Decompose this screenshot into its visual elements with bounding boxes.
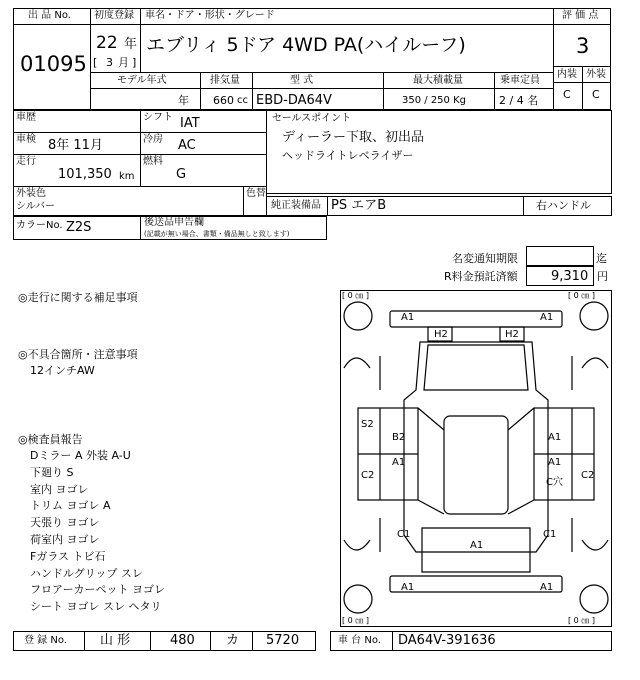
chassis-value: DA64V-391636: [398, 633, 496, 648]
registration-region: 山 形: [100, 633, 131, 648]
shift-value: IAT: [180, 116, 200, 131]
exterior-color-label: 外装色: [16, 188, 46, 199]
bracket-open: [: [93, 56, 98, 69]
inspection-value: 8年 11月: [48, 138, 103, 153]
corner-label-bottom-right: [ 0 ㎝ ]: [568, 616, 595, 625]
displacement-value: 660: [213, 94, 234, 107]
first-registration-month: 3: [106, 56, 113, 69]
report-line: 室内 ヨゴレ: [30, 482, 89, 496]
color-number-label: カラーNo.: [16, 220, 63, 231]
type-code: EBD-DA64V: [256, 93, 332, 108]
damage-mark: B2: [392, 432, 406, 443]
damage-mark: C2: [581, 470, 595, 481]
month-unit: 月: [118, 56, 129, 69]
damage-mark: C2: [361, 470, 375, 481]
grade-value: 3: [576, 34, 590, 58]
mileage-label: 走行: [16, 156, 36, 167]
type-label: 型 式: [290, 75, 314, 86]
first-registration-label: 初度登録: [94, 10, 134, 21]
report-line: 天張り ヨゴレ: [30, 516, 100, 530]
front-wheel-right: [580, 302, 608, 330]
grade-label: 評 価 点: [562, 10, 599, 21]
damage-mark: H2: [505, 329, 519, 340]
model-year-unit: 年: [178, 94, 189, 107]
car-outline-diagram: [340, 290, 612, 627]
first-registration-year: 22: [96, 33, 118, 53]
name-change-unit: 迄: [596, 252, 607, 265]
front-wheel-left: [344, 302, 372, 330]
recycle-fee-label: R料金預託済額: [444, 270, 518, 283]
report-line: Dミラー A 外装 A-U: [30, 449, 131, 462]
name-change-field: [526, 246, 594, 266]
damage-mark: A1: [548, 457, 562, 468]
later-report-note: (記載が無い場合、書類・備品無しと致します): [144, 230, 290, 238]
bracket-close: ]: [132, 56, 137, 69]
fuel-value: G: [176, 167, 187, 182]
chassis-label: 車 台 No.: [338, 635, 381, 646]
interior-label: 内装: [557, 69, 577, 80]
corner-label-bottom-left: [ 0 ㎝ ]: [342, 616, 369, 625]
registration-kana: カ: [226, 633, 240, 648]
report-line: トリム ヨゴレ A: [30, 499, 111, 513]
lot-number-label: 出 品 No.: [28, 10, 71, 21]
sales-point-line-2: ヘッドライトレベライザー: [282, 149, 414, 162]
exterior-grade: C: [592, 88, 600, 101]
damage-mark: S2: [361, 419, 374, 430]
shift-label: シフト: [143, 112, 173, 123]
defects-title: ◎不具合箇所・注意事項: [18, 348, 138, 361]
damage-mark: C穴: [546, 477, 563, 488]
damage-mark: A1: [470, 540, 484, 551]
rear-wheel-left: [344, 585, 372, 613]
year-unit: 年: [124, 37, 138, 52]
registration-class: 480: [170, 633, 195, 648]
damage-mark: A1: [401, 312, 415, 323]
mileage-value: 101,350: [58, 167, 112, 182]
report-line: シート ヨゴレ スレ ヘタリ: [30, 600, 162, 614]
fuel-label: 燃料: [143, 156, 163, 167]
windshield: [424, 345, 528, 390]
car-name-label: 車名・ドア・形状・グレード: [145, 10, 275, 21]
inspector-report-title: ◎検査員報告: [18, 433, 83, 446]
handle-value: 右ハンドル: [536, 199, 591, 212]
later-report-label: 後送品申告欄: [144, 217, 204, 228]
mileage-unit: km: [119, 171, 135, 182]
exterior-color-value: シルバー: [16, 201, 56, 212]
defect-1: 12インチAW: [30, 364, 95, 377]
front-bumper: [390, 311, 562, 327]
equipment-value: PS エアB: [331, 198, 387, 213]
rear-bumper: [390, 576, 562, 592]
damage-mark: A1: [401, 582, 415, 593]
inspection-label: 車検: [16, 134, 36, 145]
capacity-label: 乗車定員: [500, 75, 540, 86]
equipment-label: 純正装備品: [271, 200, 321, 211]
damage-mark: A1: [392, 457, 406, 468]
load-label: 最大積載量: [413, 75, 463, 86]
report-line: 下廻り S: [30, 465, 74, 479]
ac-value: AC: [178, 138, 196, 153]
displacement-label: 排気量: [210, 75, 240, 86]
sales-point-label: セールスポイント: [272, 113, 352, 124]
report-line: 荷室内 ヨゴレ: [30, 533, 100, 546]
driving-notes-title: ◎走行に関する補足事項: [18, 291, 138, 304]
damage-mark: A1: [548, 432, 562, 443]
roof-panel: [444, 416, 508, 514]
corner-label-top-right: [ 0 ㎝ ]: [568, 291, 595, 300]
model-year-label: モデル年式: [117, 75, 167, 86]
report-line: Fガラス トビ石: [30, 549, 106, 563]
registration-label: 登 録 No.: [24, 635, 67, 646]
damage-mark: A1: [540, 312, 554, 323]
color-number-value: Z2S: [66, 220, 92, 235]
rear-wheel-right: [580, 585, 608, 613]
ac-label: 冷房: [143, 134, 163, 145]
report-line: フロアーカーペット ヨゴレ: [30, 583, 165, 597]
report-line: ハンドルグリップ スレ: [30, 566, 143, 580]
displacement-unit: cc: [237, 95, 248, 106]
capacity-value: 2 / 4 名: [499, 94, 539, 107]
sales-point-line-1: ディーラー下取、初出品: [282, 130, 424, 145]
car-name: エブリィ 5ドア 4WD PA(ハイルーフ): [146, 34, 466, 56]
name-change-label: 名変通知期限: [452, 252, 518, 265]
registration-number: 5720: [266, 633, 300, 648]
lot-number: 01095: [20, 52, 87, 76]
load-value: 350 / 250 Kg: [402, 95, 466, 106]
damage-mark: C1: [397, 529, 411, 540]
exterior-label: 外装: [586, 69, 606, 80]
history-label: 車歴: [16, 112, 36, 123]
recycle-fee-value: 9,310: [551, 269, 589, 284]
damage-mark: H2: [434, 329, 448, 340]
interior-grade: C: [563, 88, 571, 101]
corner-label-top-left: [ 0 ㎝ ]: [342, 291, 369, 300]
damage-mark: A1: [540, 582, 554, 593]
color-change-label: 色替: [246, 188, 266, 199]
damage-mark: C1: [543, 529, 557, 540]
recycle-fee-unit: 円: [597, 270, 608, 283]
